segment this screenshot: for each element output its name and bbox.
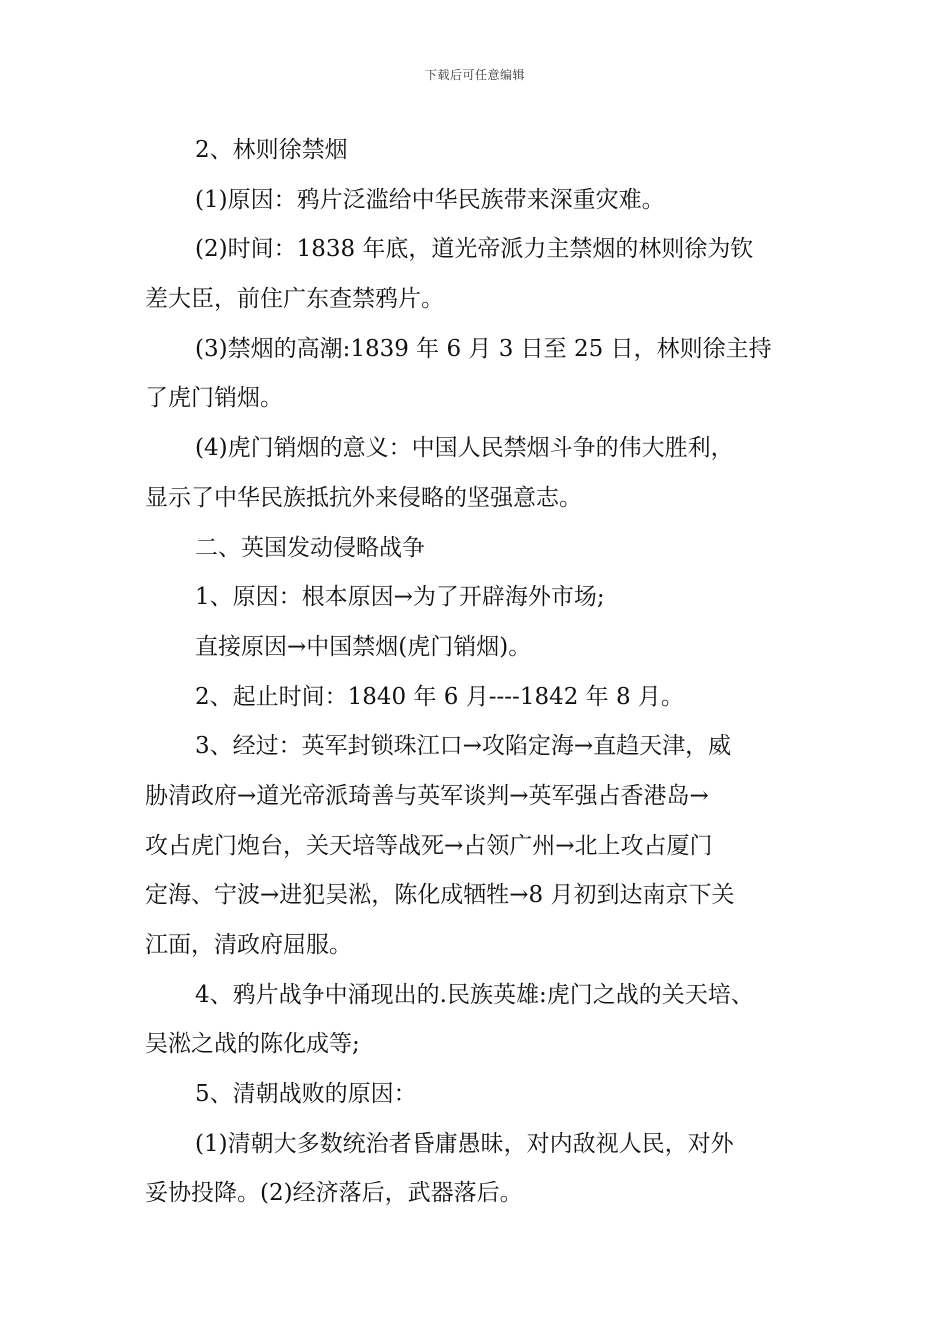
- text-line: 4、鸦片战争中涌现出的.民族英雄:虎门之战的关天培、: [195, 981, 754, 1008]
- text-line: 攻占虎门炮台，关天培等战死→占领广州→北上攻占厦门: [145, 832, 713, 859]
- text-line: 胁清政府→道光帝派琦善与英军谈判→英军强占香港岛→: [145, 782, 709, 809]
- text-line: 5、清朝战败的原因：: [195, 1081, 417, 1108]
- text-line: 江面，清政府屈服。: [145, 932, 352, 958]
- text-line: 1、原因：根本原因→为了开辟海外市场;: [195, 584, 605, 611]
- text-line: (4)虎门销烟的意义：中国人民禁烟斗争的伟大胜利，: [195, 435, 734, 462]
- text-line: 定海、宁波→进犯吴淞，陈化成牺牲→8 月初到达南京下关: [145, 882, 735, 909]
- text-line: 二、英国发动侵略战争: [195, 534, 425, 561]
- text-line: 2、林则徐禁烟: [195, 137, 348, 163]
- text-line: (2)时间：1838 年底，道光帝派力主禁烟的林则徐为钦: [195, 236, 754, 263]
- text-line: (1)原因：鸦片泛滥给中华民族带来深重灾难。: [195, 186, 665, 213]
- text-line: 差大臣，前住广东查禁鸦片。: [145, 286, 444, 313]
- text-line: 显示了中华民族抵抗外来侵略的坚强意志。: [145, 484, 582, 511]
- text-line: 2、起止时间：1840 年 6 月----1842 年 8 月。: [195, 683, 684, 710]
- document-body: [145, 126, 820, 1219]
- text-line: 吴淞之战的陈化成等;: [145, 1031, 360, 1058]
- page-header: 下载后可任意编辑: [424, 68, 525, 82]
- text-line: (1)清朝大多数统治者昏庸愚昧，对内敌视人民，对外: [195, 1130, 734, 1157]
- text-line: 妥协投降。(2)经济落后，武器落后。: [145, 1180, 523, 1207]
- text-line: 了虎门销烟。: [145, 385, 283, 412]
- text-line: 3、经过：英军封锁珠江口→攻陷定海→直趋天津，威: [195, 733, 732, 760]
- text-line: 直接原因→中国禁烟(虎门销烟)。: [195, 633, 532, 660]
- text-line: (3)禁烟的高潮:1839 年 6 月 3 日至 25 日，林则徐主持: [195, 335, 772, 362]
